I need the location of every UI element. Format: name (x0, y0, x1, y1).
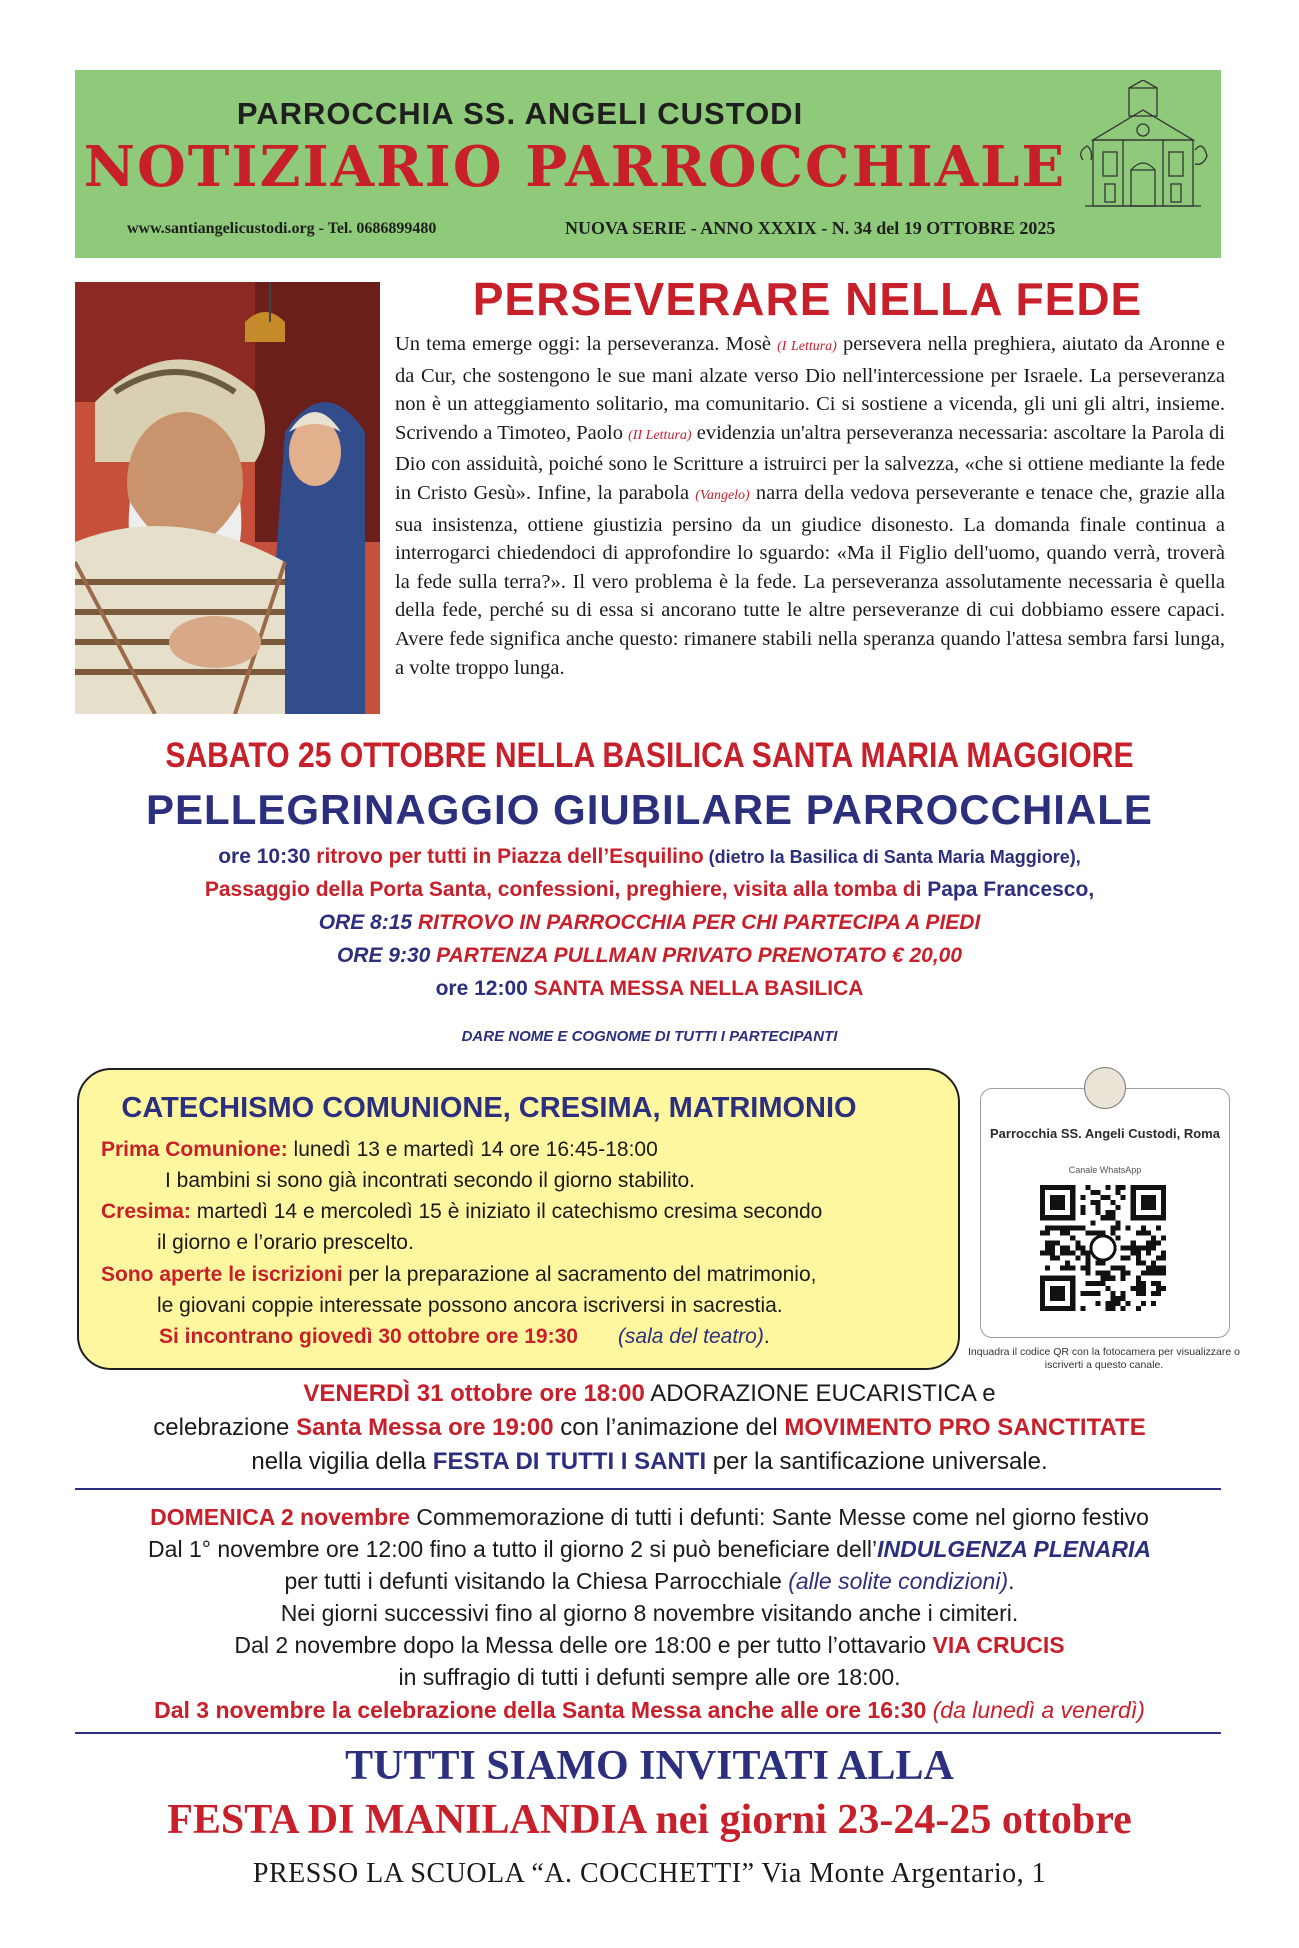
catechism-box (77, 1068, 960, 1370)
defunti-line: per tutti i defunti visitando la Chiesa Parrocchiale (alle solite condizioni). (284, 1568, 1015, 1594)
article-text: evidenzia un'altra perseveranza necessaria: ascoltare la Parola di Dio con assiduità, poiché sono le Scritture a istruirci per la salvezza, «che si ottiene mediante la fede in Cristo Gesù». Infine, la parabola (395, 421, 1225, 504)
defunti-line: in suffragio di tutti i defunti sempre alle ore 18:00. (398, 1664, 901, 1690)
pilgrimage-line: ore 10:30 ritrovo per tutti in Piazza dell’Esquilino (dietro la Basilica di Santa Maria Maggiore), (218, 845, 1081, 868)
participants-note: DARE NOME E COGNOME DI TUTTI I PARTECIPANTI (461, 1028, 838, 1045)
divider (75, 1488, 1221, 1490)
defunti-line: Nei giorni successivi fino al giorno 8 novembre visitando anche i cimiteri. (280, 1600, 1019, 1626)
adoration-line: VENERDÌ 31 ottobre ore 18:00 ADORAZIONE EUCARISTICA e (303, 1380, 996, 1407)
article-body (395, 330, 1225, 682)
qr-instructions: Inquadra il codice QR con la fotocamera per visualizzare o iscriverti a questo canale. (968, 1346, 1240, 1371)
defunti-line: Dal 2 novembre dopo la Messa delle ore 18:00 e per tutto l’ottavario VIA CRUCIS (234, 1632, 1065, 1658)
defunti-line: DOMENICA 2 novembre Commemorazione di tutti i defunti: Sante Messe come nel giorno festivo (150, 1504, 1149, 1530)
article-text: narra della vedova perseverante e tenace che, grazie alla sua insistenza, ottiene giustizia persino da un giudice disonesto. La domanda finale continua a interrogarci chiedendoci di approfondire lo sguardo: «Ma il Figlio dell'uomo, quando verrà, troverà la fede sulla terra?». Il vero problema è la fede. La perseveranza assolutamente necessaria è quella della fede, perché su di essa si ancorano tutte le altre perseveranze di cui dobbiamo essere capaci. Avere fede significa anche questo: rimanere stabili nella speranza quando l'attesa sembra farsi lunga, a volte troppo lunga. (395, 481, 1225, 679)
defunti-line: Dal 3 novembre la celebrazione della Santa Messa anche alle ore 16:30 (da lunedì a venerdì) (154, 1697, 1145, 1723)
festa-title: FESTA DI MANILANDIA nei giorni 23-24-25 ottobre (167, 1797, 1132, 1843)
defunti-line: Dal 1° novembre ore 12:00 fino a tutto il giorno 2 si può beneficiare dell’INDULGENZA PLENARIA (148, 1536, 1151, 1562)
invitation-heading: TUTTI SIAMO INVITATI ALLA (345, 1743, 954, 1789)
parish-logo-icon (1084, 1067, 1126, 1109)
qr-code[interactable] (1040, 1185, 1166, 1311)
reading-reference: (Vangelo) (695, 487, 750, 503)
catechism-line: I bambini si sono già incontrati secondo il giorno stabilito. (165, 1169, 695, 1192)
article-text: Un tema emerge oggi: la perseveranza. Mosè (395, 333, 778, 355)
website-phone: www.santiangelicustodi.org - Tel. 0686899480 (127, 220, 437, 237)
adoration-line: celebrazione Santa Messa ore 19:00 con l’animazione del MOVIMENTO PRO SANCTITATE (153, 1414, 1146, 1441)
pilgrimage-date: SABATO 25 OTTOBRE NELLA BASILICA SANTA MARIA MAGGIORE (165, 736, 1134, 775)
parish-name: PARROCCHIA SS. ANGELI CUSTODI (236, 96, 804, 131)
catechism-line: il giorno e l’orario prescelto. (157, 1231, 414, 1254)
pilgrimage-title: PELLEGRINAGGIO GIUBILARE PARROCCHIALE (146, 786, 1153, 833)
pilgrimage-line: Passaggio della Porta Santa, confessioni, preghiere, visita alla tomba di Papa Francesco, (204, 878, 1095, 901)
church-drawing-icon (1075, 80, 1210, 210)
article-text: persevera nella preghiera, aiutato da Aronne e da Cur, che sostengono le sue mani alzate verso Dio nell'intercessione per Israele. La perseveranza non è un atteggiamento solitario, ma comunitario. Ci si sostiene a vicenda, gli uni gli altri, insieme. Scrivendo a Timoteo, Paolo (395, 333, 1226, 444)
catechism-line: le giovani coppie interessate possono ancora iscriversi in sacrestia. (157, 1294, 783, 1317)
whatsapp-channel-card[interactable] (980, 1088, 1230, 1338)
biblical-painting (75, 282, 380, 714)
newsletter-title: NOTIZIARIO PARROCCHIALE (83, 134, 1067, 200)
adoration-line: nella vigilia della FESTA DI TUTTI I SANTI per la santificazione universale. (251, 1448, 1048, 1475)
divider (75, 1732, 1221, 1734)
pilgrimage-line: ORE 8:15 RITROVO IN PARROCCHIA PER CHI PARTECIPA A PIEDI (318, 911, 981, 934)
channel-name: Parrocchia SS. Angeli Custodi, Roma (990, 1126, 1220, 1141)
catechism-line: Cresima: martedì 14 e mercoledì 15 è iniziato il catechismo cresima secondo (101, 1200, 823, 1223)
channel-type: Canale WhatsApp (1068, 1165, 1142, 1175)
catechism-line: Prima Comunione: lunedì 13 e martedì 14 ore 16:45-18:00 (101, 1138, 658, 1161)
reading-reference: (I Lettura) (777, 339, 837, 354)
catechism-line: Sono aperte le iscrizioni per la preparazione al sacramento del matrimonio, (101, 1263, 817, 1286)
masthead (75, 70, 1221, 258)
catechism-title: CATECHISMO COMUNIONE, CRESIMA, MATRIMONIO (121, 1092, 857, 1124)
issue-info: NUOVA SERIE - ANNO XXXIX - N. 34 del 19 OTTOBRE 2025 (565, 218, 1056, 238)
catechism-line: Si incontrano giovedì 30 ottobre ore 19:30 (sala del teatro). (159, 1325, 770, 1348)
festa-location: PRESSO LA SCUOLA “A. COCCHETTI” Via Monte Argentario, 1 (252, 1858, 1047, 1889)
pilgrimage-line: ORE 9:30 PARTENZA PULLMAN PRIVATO PRENOTATO € 20,00 (336, 944, 963, 967)
article-title: PERSEVERARE NELLA FEDE (472, 273, 1143, 325)
reading-reference: (II Lettura) (628, 427, 692, 443)
pilgrimage-line: ore 12:00 SANTA MESSA NELLA BASILICA (435, 977, 864, 1000)
